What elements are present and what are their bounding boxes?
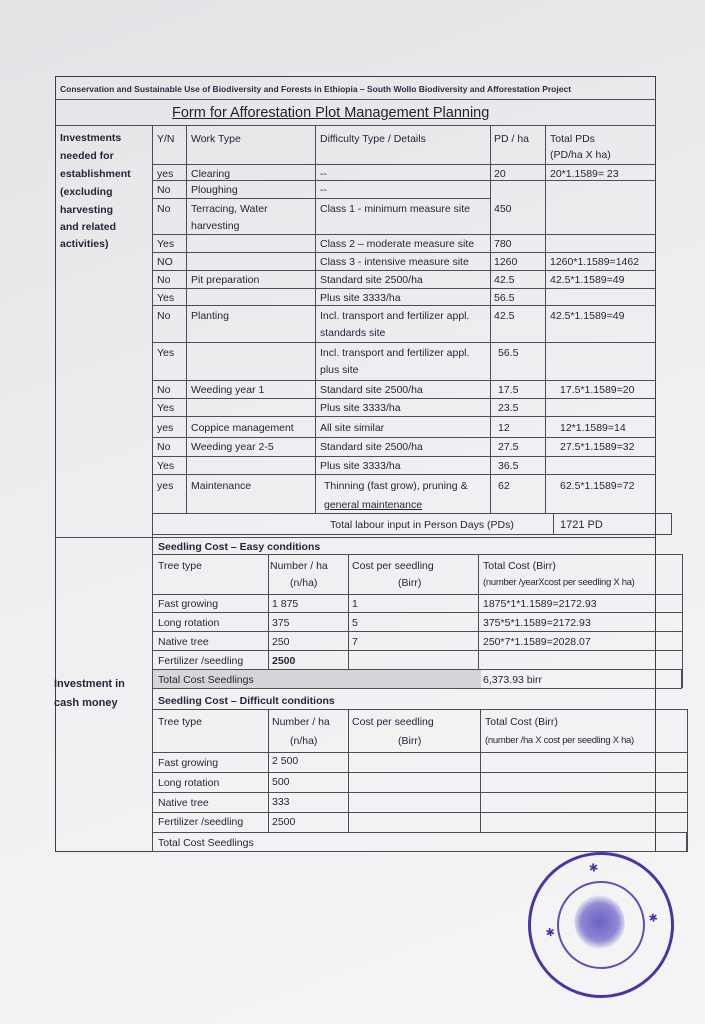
form-title: Form for Afforestation Plot Management Planning (172, 105, 490, 121)
easy-heading: Seedling Cost – Easy conditions (158, 541, 321, 553)
col-pd-header: PD / ha (494, 133, 530, 145)
easy-col-total-sub: (number /yearXcost per seedling X ha) (483, 577, 635, 588)
col-total-header: Total PDs (550, 133, 595, 145)
total-labour-value: 1721 PD (560, 519, 603, 531)
difficult-total-label: Total Cost Seedlings (158, 837, 254, 849)
col-yn-header: Y/N (157, 133, 175, 145)
easy-col-cost: Cost per seedling (352, 560, 434, 572)
col-details-header: Difficulty Type / Details (320, 133, 426, 145)
col-work-header: Work Type (191, 133, 241, 145)
easy-col-num: Number / ha (270, 560, 328, 572)
difficult-col-type: Tree type (158, 716, 202, 728)
project-name: Conservation and Sustainable Use of Biodiversity and Forests in Ethiopia – South Wollo Biodiversity and Afforestation Project (60, 84, 572, 94)
easy-col-type: Tree type (158, 560, 202, 572)
easy-total-value: 6,373.93 birr (483, 674, 542, 686)
difficult-col-total: Total Cost (Birr) (485, 716, 558, 728)
difficult-col-cost: Cost per seedling (352, 716, 434, 728)
official-stamp: ✱ ✱ ✱ (519, 843, 684, 1008)
easy-total-label: Total Cost Seedlings (158, 674, 254, 686)
difficult-col-num: Number / ha (272, 716, 330, 728)
difficult-heading: Seedling Cost – Difficult conditions (158, 695, 335, 707)
difficult-col-total-sub: (number /ha X cost per seedling X ha) (485, 735, 634, 746)
difficult-col-num-sub: (n/ha) (290, 735, 318, 747)
easy-col-total: Total Cost (Birr) (483, 560, 556, 572)
difficult-col-cost-sub: (Birr) (398, 735, 422, 747)
col-total-header-sub: (PD/ha X ha) (550, 149, 611, 161)
easy-col-num-sub: (n/ha) (290, 577, 318, 589)
easy-col-cost-sub: (Birr) (398, 577, 422, 589)
total-labour-label: Total labour input in Person Days (PDs) (330, 519, 514, 531)
document-page: Conservation and Sustainable Use of Biodiversity and Forests in Ethiopia – South Wollo Biodiversity and Afforestation Project Form for Afforestation Plot Management Planning Investments needed for establishment (excluding harvesting and related activities) Y/N Work Type Difficulty Type / Details PD / ha Total PDs (PD/ha X ha) yes Clearing -- 20 20*1.1589= 23 No Ploughing -- No Terracing, Water harvesting Class 1 - minimum measure site 450 Yes Class 2 – moderate measure site 780 NO Class 3 - intensive measure site 1260 1260*1.1589=1462 No Pit preparation Standard site 2500/ha 42.5 42.5*1.1589=49 Yes Plus site 3333/ha 56.5 No Planting Incl. transport and fertilizer appl. standards site 42.5 42.5*1.1589=49 Yes Incl. transport and fertilizer appl. plus site 56.5 No Weeding year 1 Standard site 2500/ha 17.5 17.5*1.1589=20 Yes Plus site 3333/ha 23.5 yes Coppice management All site similar 12 12*1.1589=14 No Weeding year 2-5 Standard site 2500/ha 27.5 27.5*1.1589=32 Yes Plus site 3333/ha 36.5 yes Maintenance Thinning (fast grow), pruning & general maintenance 62 62.5*1.1589=72 Total labour input in Person Days (PDs) 1721 PD Investment in cash money Seedling Cost – Easy conditions Tree type Number / ha (n/ha) Cost per seedling (Birr) Total Cost (Birr) (number /yearXcost per seedling X ha) Fast growing 1 875 1 1875*1*1.1589=2172.93 Long rotation 375 5 375*5*1.1589=2172.93 Native tree 250 7 250*7*1.1589=2028.07 Fertilizer /seedling 2500 Total Cost Seedlings 6,373.93 birr Seedling Cost – Difficult conditions Tree type Number / ha (n/ha) Cost per seedling (Birr) Total Cost (Birr) (number /ha X cost per seedling X ha) Fast growing 2 500 Long rotation 500 Native tree 333 Fertilizer /seedling 2500 Total Cost Seedlings ✱ ✱ ✱ (0, 0, 705, 1024)
